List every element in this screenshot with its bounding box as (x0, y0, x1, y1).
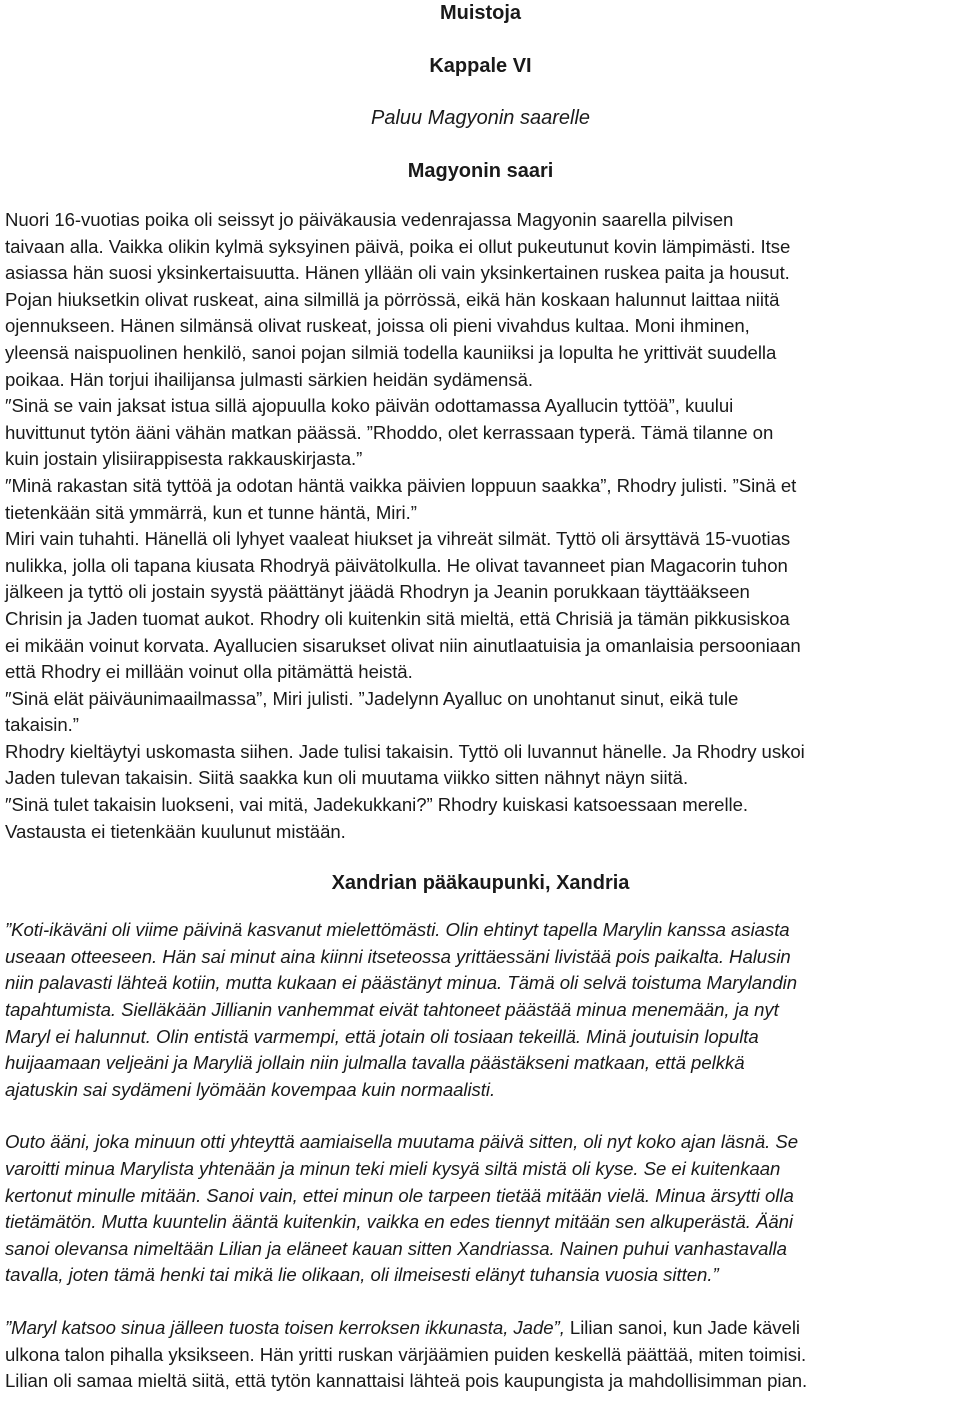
text-line: ″Minä rakastan sitä tyttöä ja odotan häntä vaikka päivien loppuun saakka”, Rhodry julisti. ”Sinä et (5, 474, 797, 496)
text-line: ajatuskin sai sydämeni lyömään kovempaa kuin normaalisti. (5, 1078, 496, 1100)
text-line: ”Koti-ikäväni oli viime päivinä kasvanut mielettömästi. Olin ehtinyt tapella Marylin kanssa asiasta (5, 919, 790, 941)
text-line: tavalla, joten tämä henki tai mikä lie olikaan, oli ilmeisesti elänyt tuhansia vuosia sitten.” (5, 1264, 719, 1286)
text-line: Outo ääni, joka minuun otti yhteyttä aamiaisella muutama päivä sitten, oli nyt koko ajan läsnä. Se (5, 1131, 799, 1153)
text-line: Miri vain tuhahti. Hänellä oli lyhyet vaaleat hiukset ja vihreät silmät. Tyttö oli ärsyttävä 15-vuotias (5, 528, 791, 550)
text-line: ″Sinä tulet takaisin luokseni, vai mitä, Jadekukkani?” Rhodry kuiskasi katsoessaan merelle. (5, 794, 749, 816)
text-line: ″Sinä elät päiväunimaailmassa”, Miri julisti. ”Jadelynn Ayalluc on unohtanut sinut, eikä tule (5, 687, 739, 709)
spacer (5, 845, 956, 871)
text-line: ojennukseen. Hänen silmänsä olivat ruskeat, joissa oli pieni vivahdus kultaa. Moni ihminen, (5, 315, 750, 337)
text-line: kuin jostain ylisiirappisesta rakkauskirjasta.” (5, 448, 363, 470)
text-line: Nuori 16-vuotias poika oli seissyt jo päiväkausia vedenrajassa Magyonin saarella pilvisen (5, 209, 734, 230)
section-heading-magyonin-saari: Magyonin saari (407, 160, 554, 182)
text-line: Rhodry kieltäytyi uskomasta siihen. Jade tulisi takaisin. Tyttö oli luvannut hänelle. Ja Rhodry uskoi (5, 740, 805, 762)
text-line: Vastausta ei tietenkään kuulunut mistään. (5, 820, 346, 842)
text-line: niin palavasti lähteä kotiin, mutta kukaan ei päästänyt minua. Tämä oli selvä toistuma Marylandin (5, 972, 797, 994)
section2-paragraph-1 (5, 917, 956, 1103)
section-heading-xandria: Xandrian pääkaupunki, Xandria (331, 872, 630, 895)
spacer (5, 1103, 956, 1129)
text-line: Lilian oli samaa mieltä siitä, että tytön kannattaisi lähteä pois kaupungista ja mahdollisimman pian. (5, 1370, 808, 1392)
text-line: useaan otteeseen. Hän sai minut aina kiinni itseteossa yrittäessäni livistää pois paikalta. Halusin (5, 945, 791, 967)
text-line: jälkeen ja tyttö oli jostain syystä päättänyt jäädä Rhodryn ja Jeanin porukkaan täyttääkseen (5, 581, 750, 603)
document-title: Muistoja (439, 2, 522, 24)
quoted-speech: ”Maryl katsoo sinua jälleen tuosta toisen kerroksen ikkunasta, Jade”, (5, 1316, 565, 1338)
text-line: ei mikään voinut korvata. Ayallucien sisarukset olivat niin ainutlaatuisia ja omanlaisia persooniaan (5, 634, 801, 656)
text-line: poikaa. Hän torjui ihailijansa julmasti särkien heidän sydämensä. (5, 368, 533, 390)
text-line: kertonut minulle mitään. Sanoi vain, ettei minun ole tarpeen tietää mitään vielä. Minua ärsytti olla (5, 1184, 794, 1206)
text-line: huvittunut tytön ääni vähän matkan päässä. ”Rhoddo, olet kerrassaan typerä. Tämä tilanne on (5, 421, 774, 443)
text-line: yleensä naispuolinen henkilö, sanoi pojan silmiä todella kauniiksi ja lopulta he yrittivät suudella (5, 341, 777, 363)
text-line: takaisin.” (5, 714, 79, 736)
text-line: asiassa hän suosi yksinkertaisuutta. Hänen yllään oli vain yksinkertainen ruskea paita ja housut. (5, 262, 790, 284)
text-line: Maryl ei halunnut. Olin entistä varmempi, että jotain oli tosiaan tekeillä. Minä joutuisin lopulta (5, 1025, 759, 1047)
narration: Lilian sanoi, kun Jade käveli (564, 1316, 801, 1338)
section2-paragraph-3 (5, 1315, 956, 1395)
spacer (5, 1289, 956, 1315)
text-line: tapahtumista. Sielläkään Jillianin vanhemmat eivät tahtoneet päästää minua menemään, ja nyt (5, 999, 779, 1021)
text-line (5, 1315, 956, 1342)
text-line: sanoi olevansa nimeltään Lilian ja eläneet kauan sitten Xandriassa. Nainen puhui vanhastavalla (5, 1237, 787, 1259)
text-line: ulkona talon pihalla yksikseen. Hän yritti ruskan värjäämien puiden keskellä päättää, miten toimisi. (5, 1343, 807, 1365)
text-line: Chrisin ja Jaden tuomat aukot. Rhodry oli kuitenkin sitä mieltä, että Chrisiä ja tämän pikkusiskoa (5, 607, 790, 629)
text-line: että Rhodry ei millään voinut olla pitämättä heistä. (5, 661, 413, 683)
text-line: nulikka, jolla oli tapana kiusata Rhodryä päivätolkulla. He olivat tavanneet pian Magacorin tuhon (5, 554, 788, 576)
text-line: taivaan alla. Vaikka olikin kylmä syksyinen päivä, poika ei ollut pukeutunut kovin lämpimästi. Itse (5, 235, 791, 257)
text-line: varoitti minua Marylista yhtenään ja minun teki mieli kysyä siltä mistä oli kyse. Se ei kuitenkaan (5, 1158, 781, 1179)
text-line: Pojan hiuksetkin olivat ruskeat, aina silmillä ja pörrössä, eikä hän koskaan halunnut laittaa niitä (5, 288, 780, 310)
section2-paragraph-2 (5, 1129, 956, 1289)
text-line: tietenkään sitä ymmärrä, kun et tunne häntä, Miri.” (5, 501, 417, 523)
text-line: Jaden tulevan takaisin. Siitä saakka kun oli muutama viikko sitten nähnyt näyn siitä. (5, 767, 689, 789)
chapter-heading: Kappale VI (429, 55, 532, 77)
text-line: ″Sinä se vain jaksat istua sillä ajopuulla koko päivän odottamassa Ayallucin tyttöä”, kuului (5, 395, 734, 417)
spacer (5, 895, 956, 917)
chapter-subtitle: Paluu Magyonin saarelle (370, 107, 591, 129)
text-line: huijaamaan veljeäni ja Maryliä jollain niin julmalla tavalla päästäkseni matkaan, että pelkkä (5, 1052, 745, 1074)
section1-body (5, 207, 956, 845)
text-line: tietämätön. Mutta kuuntelin ääntä kuitenkin, vaikka en edes tiennyt mitään sen alkuperästä. Ääni (5, 1211, 793, 1233)
